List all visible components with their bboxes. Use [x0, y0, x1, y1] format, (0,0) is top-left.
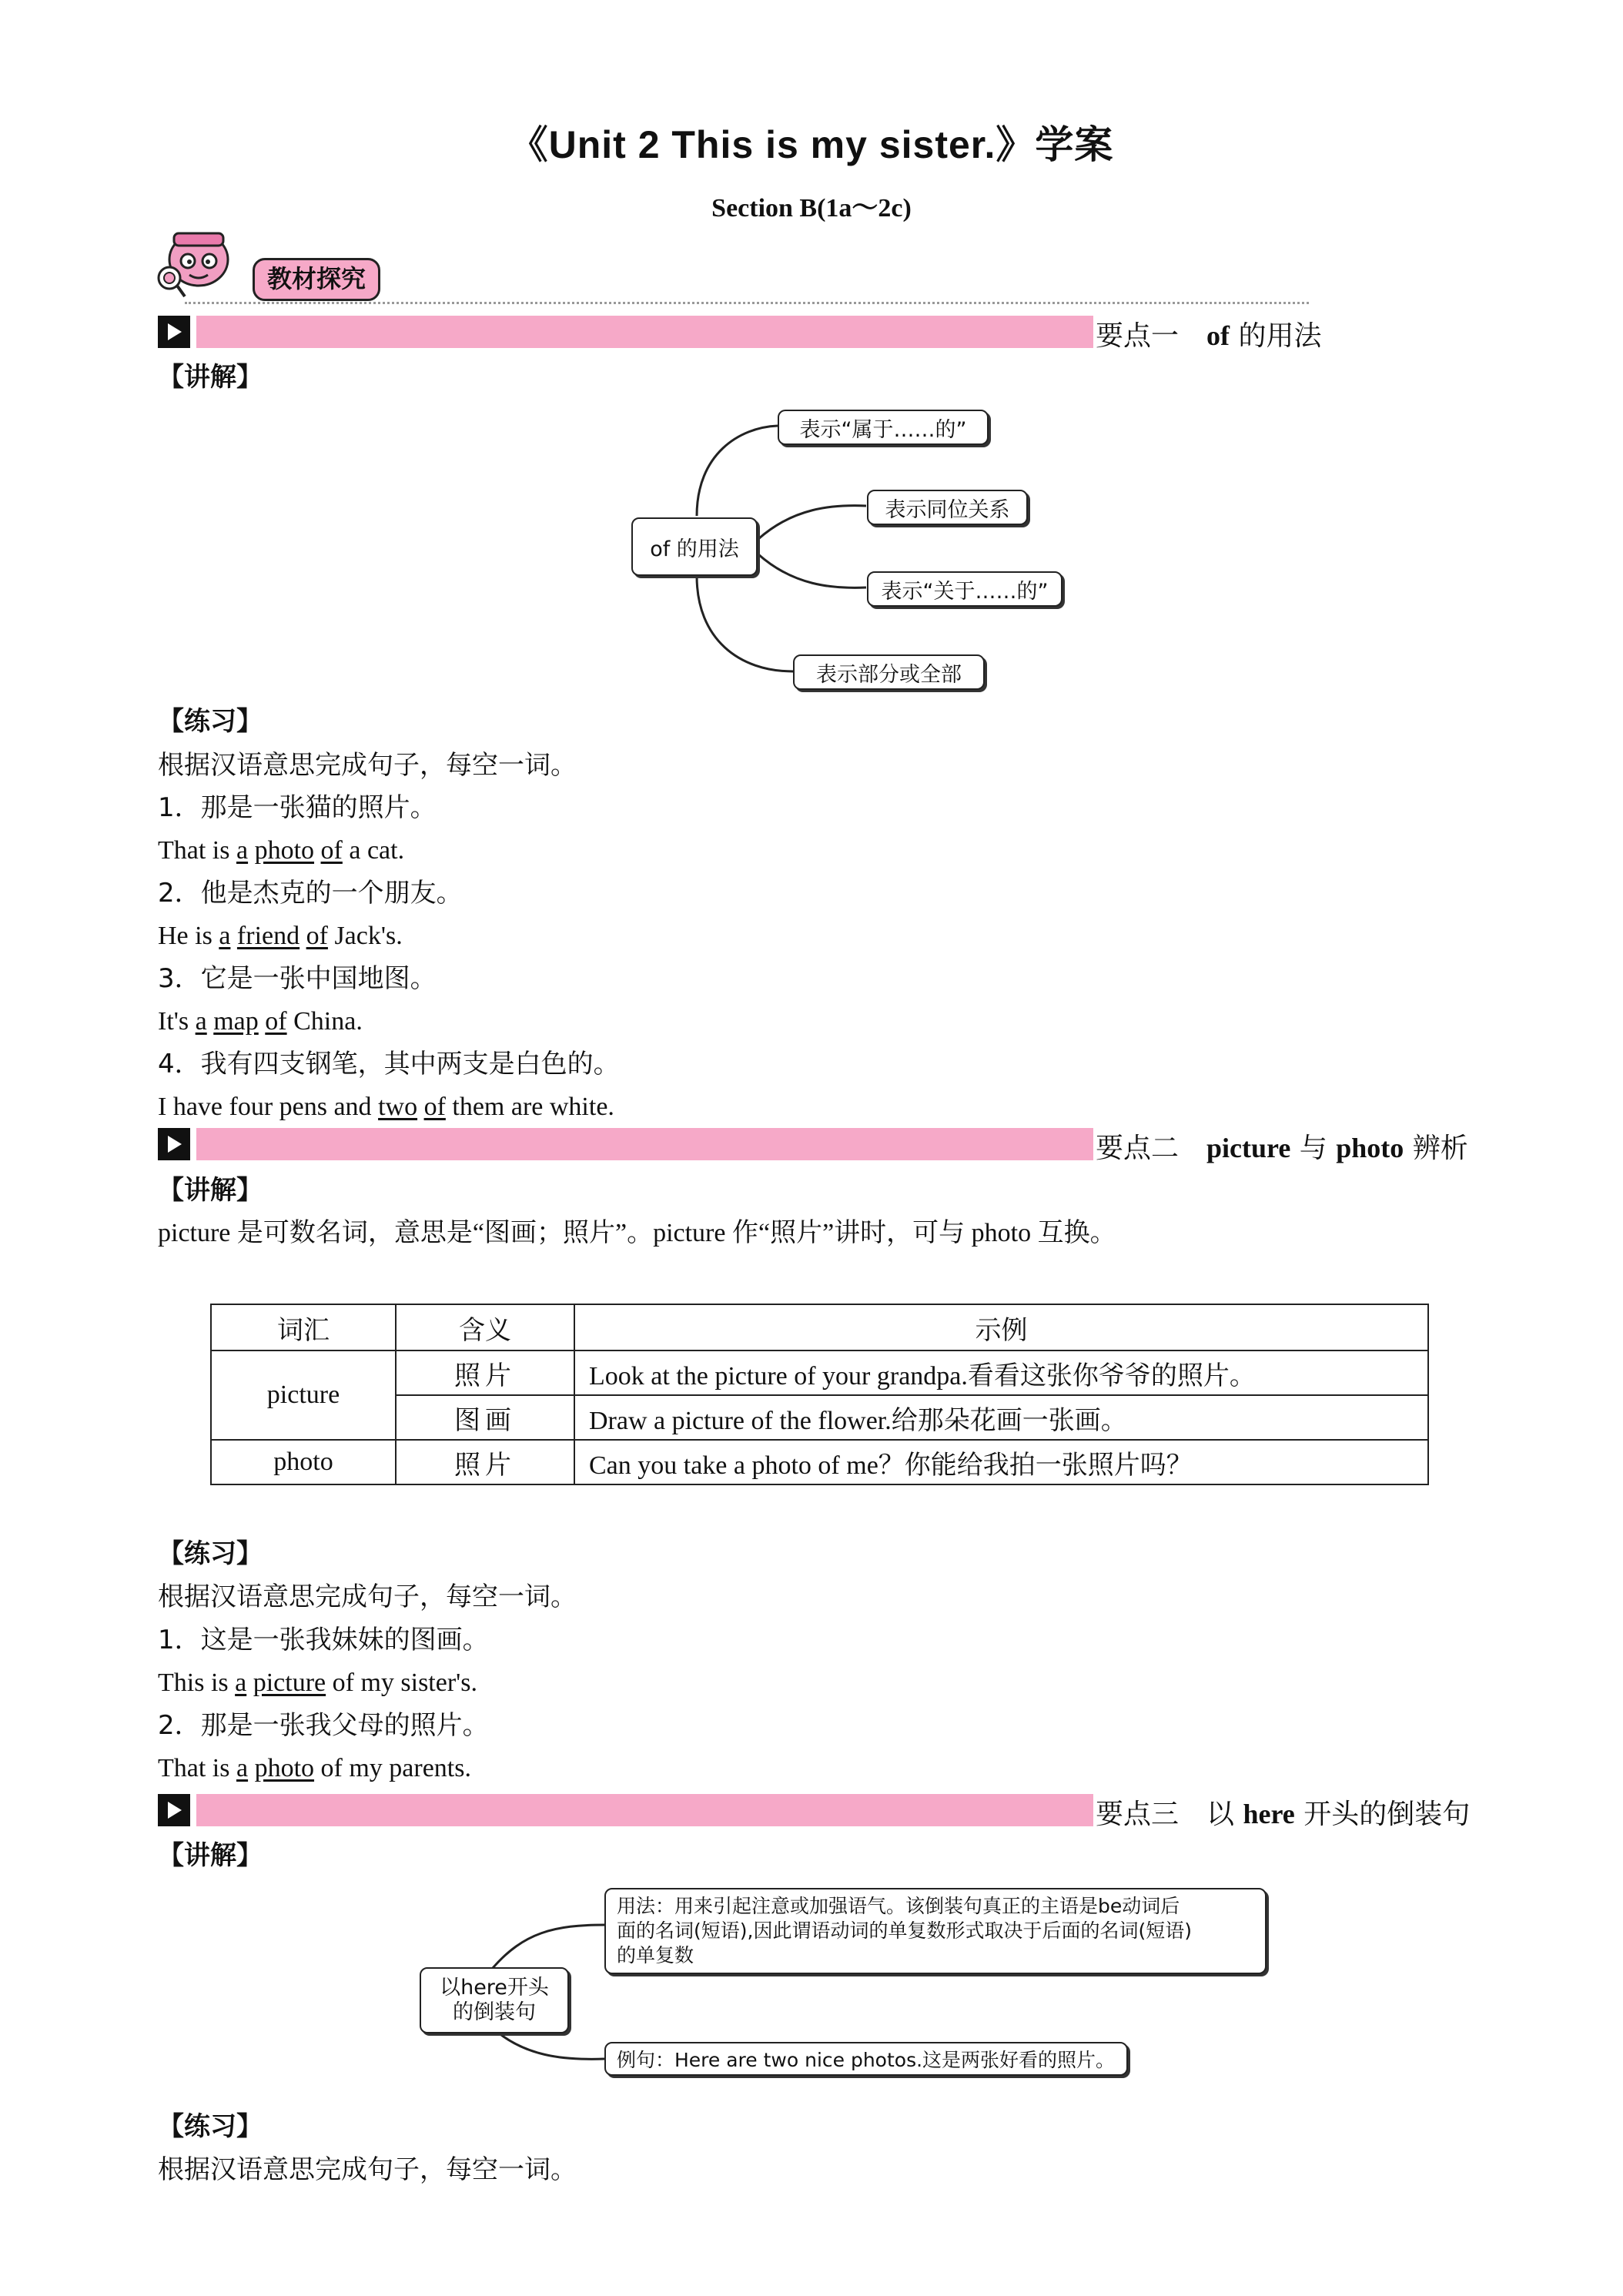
mindmap-branch: 表示部分或全部: [793, 654, 985, 690]
instruction: 根据汉语意思完成句子，每空一词。: [158, 1581, 577, 1612]
table-header: 词汇: [211, 1304, 396, 1350]
table-row: [211, 1440, 1428, 1484]
explain-note: picture 是可数名词，意思是“图画；照片”。picture 作“照片”讲时，可与 photo 互换。: [158, 1219, 1116, 1247]
practice-label: 【练习】: [158, 1538, 263, 1569]
example-cell: Can you take a photo of me？你能给我拍一张照片吗？: [574, 1440, 1428, 1484]
meaning-cell: 照片: [396, 1440, 574, 1484]
section-heading-2: [158, 1128, 1468, 1164]
question-cn: 4．我有四支钢笔，其中两支是白色的。: [158, 1049, 620, 1079]
inversion-center: 以here开头 的倒装句: [420, 1967, 569, 2033]
meaning-cell: 照片: [396, 1350, 574, 1395]
answer-line: It's a map of China.: [158, 1007, 363, 1036]
explain-label: 【讲解】: [158, 362, 263, 393]
page-title: 《Unit 2 This is my sister.》学案: [509, 123, 1114, 166]
practice-label: 【练习】: [158, 2111, 263, 2142]
banner: [154, 227, 1309, 304]
practice-label: 【练习】: [158, 706, 263, 737]
inversion-usage: 用法：用来引起注意或加强语气。该倒装句真正的主语是be动词后 面的名词(短语),因此谓语动词的单复数形式取决于后面的名词(短语) 的单复数: [604, 1888, 1267, 1974]
answer-line: This is a picture of my sister's.: [158, 1668, 478, 1697]
table-header: 含义: [396, 1304, 574, 1350]
divider: [185, 302, 1309, 304]
example-cell: Draw a picture of the flower.给那朵花画一张画。: [574, 1395, 1428, 1440]
question-cn: 1．那是一张猫的照片。: [158, 792, 437, 823]
heading-bar: [196, 316, 1093, 348]
section-title: 要点一 of 的用法: [1096, 320, 1322, 352]
instruction: 根据汉语意思完成句子，每空一词。: [158, 750, 577, 781]
mascot-icon: [154, 227, 239, 304]
table-header: 示例: [574, 1304, 1428, 1350]
vocab-table: [210, 1304, 1429, 1485]
explain-label: 【讲解】: [158, 1840, 263, 1871]
mindmap-branch: 表示“关于……的”: [867, 571, 1062, 607]
word-cell: picture: [211, 1350, 396, 1440]
section-title: 要点二 picture 与 photo 辨析: [1096, 1133, 1468, 1164]
page-subtitle: Section B(1a～2c): [711, 194, 912, 223]
play-arrow-icon: [158, 316, 190, 348]
banner-label: 教材探究: [253, 258, 380, 301]
answer-line: He is a friend of Jack's.: [158, 922, 403, 950]
word-cell: photo: [211, 1440, 396, 1484]
inversion-example: 例句：Here are two nice photos.这是两张好看的照片。: [604, 2042, 1128, 2076]
question-cn: 2．他是杰克的一个朋友。: [158, 878, 463, 909]
example-cell: Look at the picture of your grandpa.看看这张你爷爷的照片。: [574, 1350, 1428, 1395]
answer-line: I have four pens and two of them are white.: [158, 1093, 614, 1121]
question-cn: 2．那是一张我父母的照片。: [158, 1710, 489, 1741]
heading-bar: [196, 1794, 1093, 1826]
section-heading-1: [158, 316, 1322, 352]
instruction: 根据汉语意思完成句子，每空一词。: [158, 2154, 577, 2185]
question-cn: 3．它是一张中国地图。: [158, 963, 437, 994]
section-title: 要点三 以 here 开头的倒装句: [1096, 1799, 1471, 1830]
play-arrow-icon: [158, 1794, 190, 1826]
heading-bar: [196, 1128, 1093, 1160]
table-row: [211, 1350, 1428, 1395]
section-heading-3: [158, 1794, 1471, 1830]
mindmap-branch: 表示“属于……的”: [778, 410, 989, 445]
play-arrow-icon: [158, 1128, 190, 1160]
mindmap-branch: 表示同位关系: [867, 490, 1028, 525]
answer-line: That is a photo of a cat.: [158, 836, 405, 865]
meaning-cell: 图画: [396, 1395, 574, 1440]
explain-label: 【讲解】: [158, 1175, 263, 1206]
table-header-row: [211, 1304, 1428, 1350]
mindmap-center: of 的用法: [631, 517, 758, 576]
question-cn: 1．这是一张我妹妹的图画。: [158, 1625, 489, 1655]
answer-line: That is a photo of my parents.: [158, 1754, 471, 1782]
